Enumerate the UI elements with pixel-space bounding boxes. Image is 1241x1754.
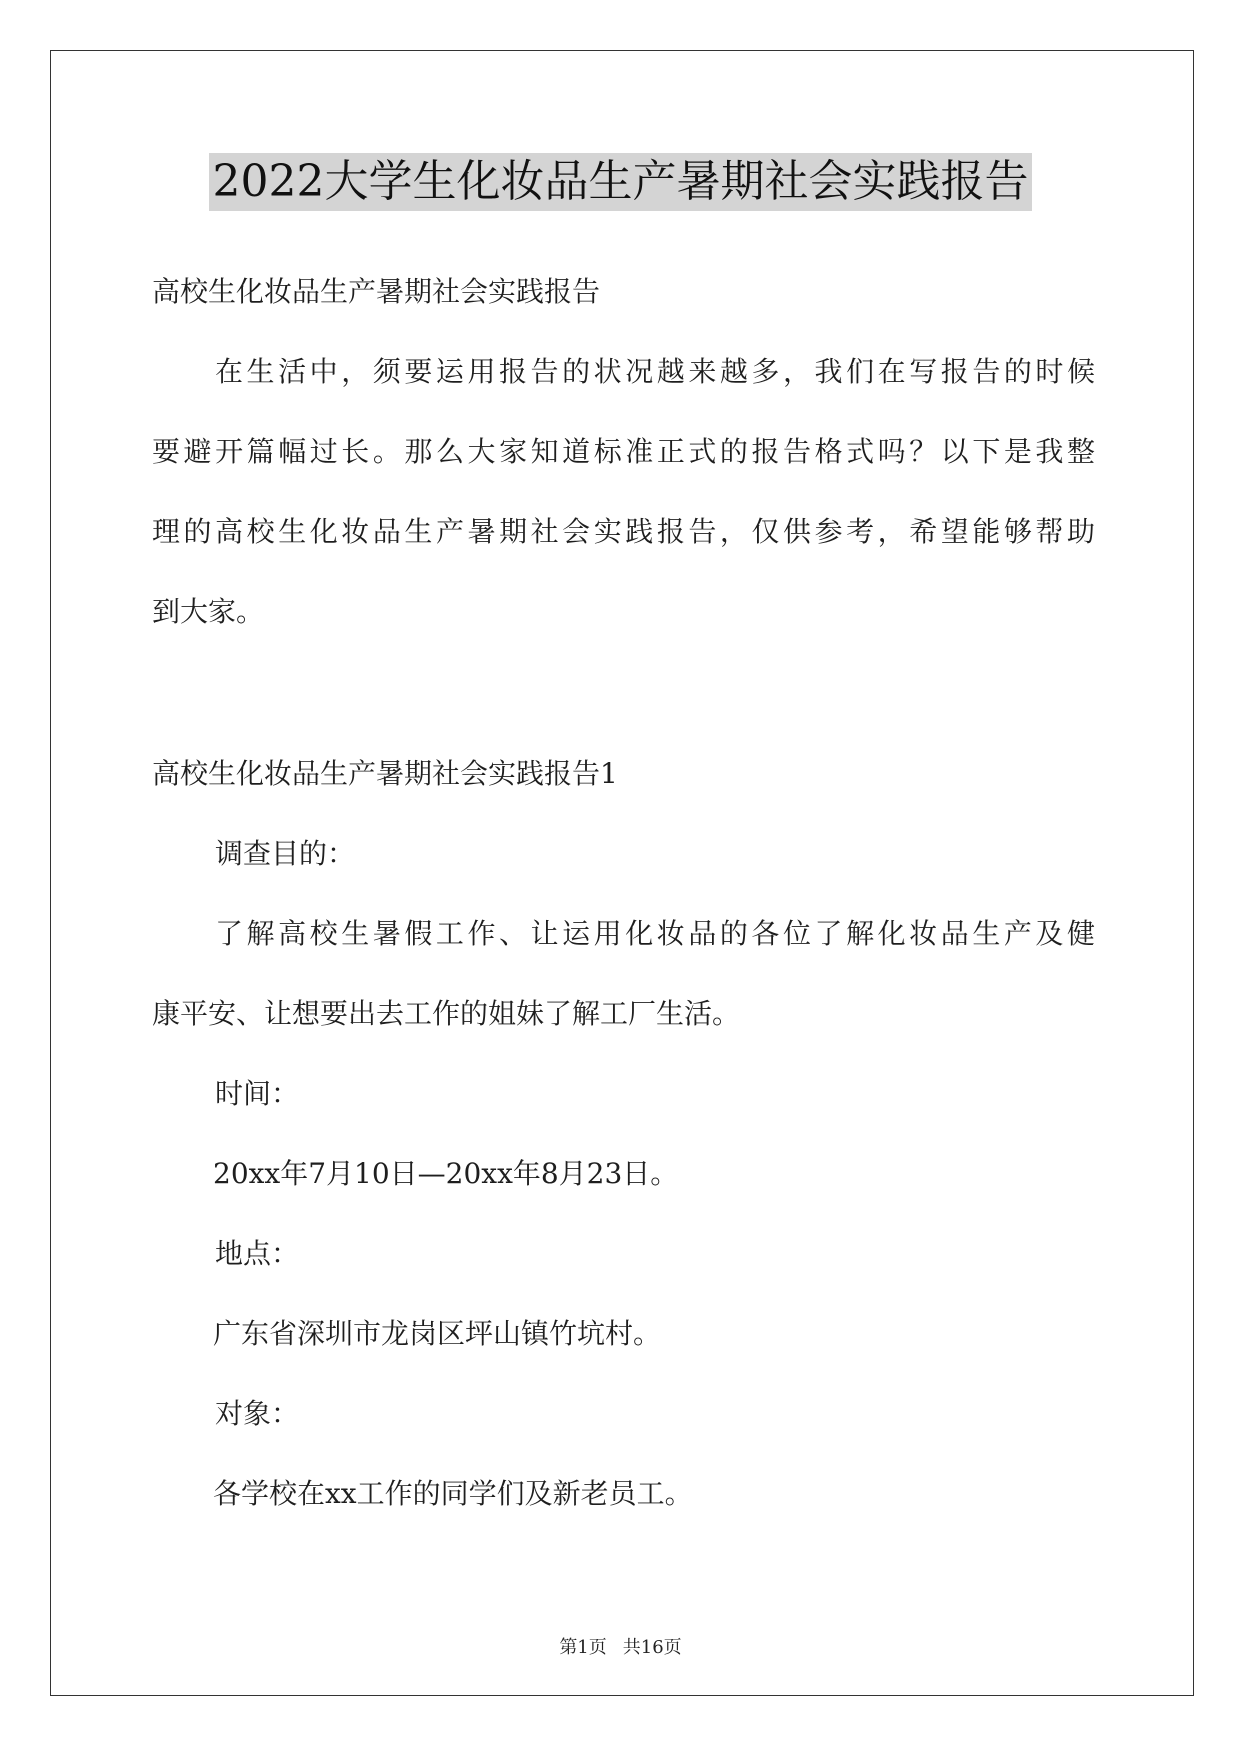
object-value: 各学校在xx工作的同学们及新老员工。 — [213, 1477, 693, 1510]
purpose-line-2: 康平安、让想要出去工作的姐妹了解工厂生活。 — [152, 997, 741, 1030]
intro-line-2: 要避开篇幅过长。那么大家知道标准正式的报告格式吗？以下是我整 — [152, 435, 1095, 468]
object-label: 对象： — [215, 1397, 300, 1430]
page-total: 共16页 — [622, 1637, 682, 1658]
time-value: 20xx年7月10日—20xx年8月23日。 — [213, 1157, 679, 1190]
intro-heading: 高校生化妆品生产暑期社会实践报告 — [152, 275, 601, 308]
time-label: 时间： — [215, 1077, 300, 1110]
intro-line-1: 在生活中，须要运用报告的状况越来越多，我们在写报告的时候 — [215, 355, 1095, 388]
purpose-line-1: 了解高校生暑假工作、让运用化妆品的各位了解化妆品生产及健 — [215, 917, 1095, 950]
document-title: 2022大学生化妆品生产暑期社会实践报告 — [209, 153, 1033, 211]
page-current: 第1页 — [559, 1637, 607, 1658]
title-container — [0, 153, 1241, 211]
purpose-label: 调查目的： — [215, 837, 356, 870]
intro-line-3: 理的高校生化妆品生产暑期社会实践报告，仅供参考，希望能够帮助 — [152, 515, 1095, 548]
intro-line-4: 到大家。 — [152, 595, 265, 628]
place-label: 地点： — [215, 1237, 300, 1270]
place-value: 广东省深圳市龙岗区坪山镇竹坑村。 — [213, 1317, 662, 1350]
section-heading: 高校生化妆品生产暑期社会实践报告1 — [152, 757, 618, 790]
page-footer — [0, 1636, 1241, 1660]
